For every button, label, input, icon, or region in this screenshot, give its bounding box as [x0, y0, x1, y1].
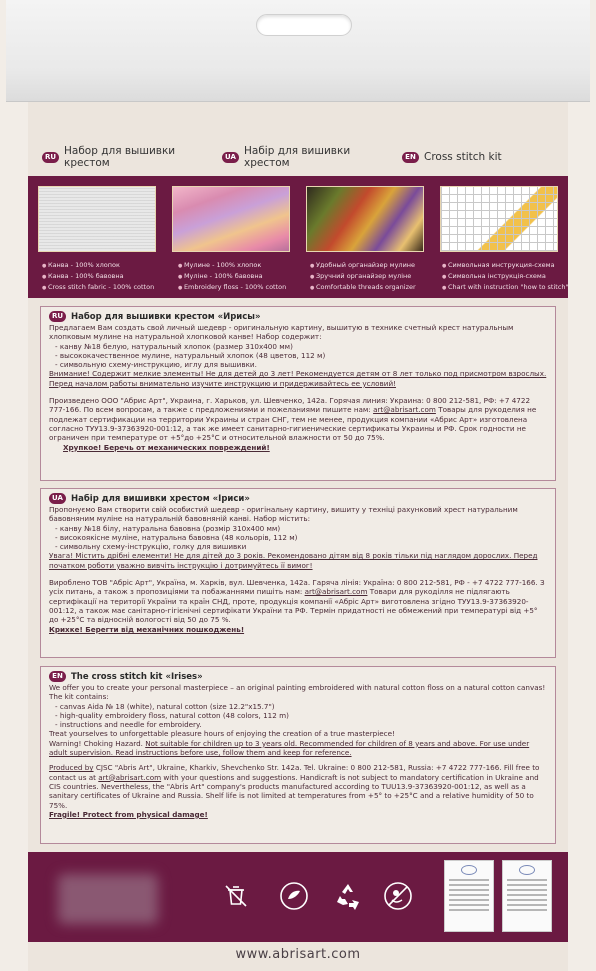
organizer-image: [306, 186, 424, 252]
en-item: - high-quality embroidery floss, natural cotton (48 colors, 112 m): [55, 710, 289, 720]
ru-producer: [49, 396, 547, 442]
blurred-barcode: [58, 874, 158, 924]
en-warning-a: Warning! Choking Hazard.: [49, 738, 146, 748]
hanger-hole: [256, 14, 352, 36]
ru-intro: Предлагаем Вам создать свой личный шедевр - оригинальную картину, вышитую в технике счетный крест натуральным хлопковым мулине на натуральной хлопковой канве! Набор содержит:: [49, 323, 514, 342]
en-description-box: [40, 666, 556, 844]
feature-en: ● Cross stitch fabric - 100% cotton: [42, 282, 172, 293]
en-warning-b: Not suitable for children up to 3 years old. Recommended for children of 8 years and above. For use under adult supervision. Read instructions before use, follow them and keep for reference.: [49, 738, 530, 758]
footer-band: [28, 852, 568, 942]
header-ua-title: Набір для вишивки хрестом: [244, 145, 351, 169]
ua-item: - високоякісне муліне, натуральна бавовна (48 кольорів, 112 м): [55, 532, 298, 542]
ru-item: - высококачественное мулине, натуральный хлопок (48 цветов, 112 м): [55, 350, 326, 360]
small-parts-warning-icon: [382, 880, 414, 912]
chart-instruction-image: [440, 186, 558, 252]
feature-ru: ● Мулине - 100% хлопок: [178, 260, 308, 271]
ua-item: - символьну схему-інструкцію, голку для вишивки: [55, 542, 247, 552]
ua-email-link[interactable]: art@abrisart.com: [304, 587, 368, 597]
en-treat: Treat yourselves to unforgettable pleasure hours of enjoying the creation of a true masterpiece!: [49, 729, 395, 739]
ua-fragile: Крихке! Берегти від механічних пошкоджень!: [49, 624, 245, 634]
ru-email-link[interactable]: art@abrisart.com: [373, 405, 436, 415]
trash-bin-icon: [220, 880, 252, 912]
certificate-2-image: [502, 860, 552, 932]
ru-producer-b: Товары для рукоделия не подлежат сертификации на территории Украины и стран СНГ, тем не менее, продукция компании «Абрис Арт» изготовлена согласно ТУУ13.9-37363920-001:12, а так же имеет санитарно-гигиенические сертификаты Украины и РФ. Срок годности не ограничен при температуре от +5°до +25°С и относительной влажности от 50 до 75%.: [49, 405, 537, 443]
feature-en: ● Embroidery floss - 100% cotton: [178, 282, 308, 293]
header-en-title: Cross stitch kit: [424, 151, 502, 163]
ua-badge: UA: [222, 152, 239, 163]
features-col-2: [178, 260, 308, 293]
ru-warning: Внимание! Содержит мелкие элементы! Не для детей до 3 лет! Рекомендуется детям от 8 лет только под присмотром взрослых. Перед началом работы внимательно изучите инструкцию и придерживайтесь ее условий!: [49, 369, 547, 388]
feature-ua: ● Зручний органайзер муліне: [310, 271, 440, 282]
ru-badge: RU: [42, 152, 59, 163]
feature-en: ● Chart with instruction "how to stitch": [442, 282, 572, 293]
ua-box-title: [49, 493, 547, 504]
en-email-link[interactable]: art@abrisart.com: [98, 772, 162, 782]
ua-item: - канву №18 білу, натуральна бавовна (розмір 310х400 мм): [55, 523, 281, 533]
ua-producer-b: Товари для рукоділля не підлягають сертифікації на території України та країн СНД, проте, продукція компанії «Абріс Арт» виготовлена згідно ТУУ13.9-37363920-001:12, а також має санітарно-гігієнічні сертифікати України та РФ. Термін придатності не обмежений при температурі від +5° до +25°С та відносній вологості від 50 до 75 %.: [49, 587, 538, 625]
en-producer: [49, 763, 547, 809]
en-producer-b: CJSC "Abris Art", Ukraine, Kharkiv, Shevchenko Str. 142a. Tel. Ukraine: 0 800 212-581, Russia: +7 4722 777-166. Fill free to contact us at: [49, 763, 540, 782]
en-badge: EN: [402, 152, 419, 163]
feature-ru: ● Канва - 100% хлопок: [42, 260, 172, 271]
language-header: [28, 146, 568, 168]
ua-warning: Увага! Містить дрібні елементи! Не для дітей до 3 років. Рекомендовано дітям від 8 років тільки під наглядом дорослих. Перед початком роботи уважно вивчіть інструкцію і дотримуйтесь її вимог!: [49, 551, 538, 570]
ua-box-title-text: Набір для вишивки хрестом «Іриси»: [71, 493, 250, 504]
eco-certification-icon: [278, 880, 310, 912]
feature-ru: ● Удобный органайзер мулине: [310, 260, 440, 271]
ru-fragile: Хрупкое! Беречь от механических повреждений!: [63, 442, 270, 452]
recycle-icon: [332, 880, 364, 912]
header-ru: [28, 145, 208, 169]
feature-en: ● Comfortable threads organizer: [310, 282, 440, 293]
ru-item: - канву №18 белую, натуральный хлопок (размер 310х400 мм): [55, 341, 293, 351]
feature-ua: ● Муліне - 100% бавовна: [178, 271, 308, 282]
en-warning: [49, 739, 547, 758]
canvas-fabric-image: [38, 186, 156, 252]
ru-producer-a: Произведено ООО "Абрис Арт", Украина, г. Харьков, ул. Шевченко, 142а. Горячая линия: Украина: 0 800 212-581, РФ: +7 4722 777-166. По всем вопросам, а также с предложениями и пожеланиями пишите нам:: [49, 396, 531, 415]
en-producer-a: Produced by: [49, 763, 94, 773]
website-link[interactable]: www.abrisart.com: [235, 947, 361, 962]
en-box-title: [49, 671, 547, 682]
feature-ua: ● Канва - 100% бавовна: [42, 271, 172, 282]
en-producer-c: with your questions and suggestions. Handicraft is not subject to mandatory certification in Ukraine and CIS countries. Nevertheless, the "Abris Art" company's products manufactured according to TUU13.9-37363920-001:12, as well as a sanitary certificates of Ukraine and Russia. Shelf life is not limited at temperatures from +5° to +25°C and a relative humidity of 50 to 75%.: [49, 772, 539, 810]
en-item: - instructions and needle for embroidery.: [55, 720, 202, 730]
ua-box-badge: UA: [49, 493, 66, 504]
hanger-tab: [6, 0, 590, 102]
header-ru-title: Набор для вышивки крестом: [64, 145, 176, 169]
ua-intro: Пропонуємо Вам створити свій особистий шедевр - оригінальну картину, вишиту у техніці рахунковий хрест натуральним бавовняним муліне на натуральній бавовняній канві. Набор містить:: [49, 505, 518, 524]
en-intro: We offer you to create your personal masterpiece – an original painting embroidered with natural cotton floss on a natural cotton canvas! The kit contains:: [49, 683, 546, 702]
features-col-1: [42, 260, 172, 293]
ru-box-badge: RU: [49, 311, 66, 322]
ru-description-box: [40, 306, 556, 481]
ru-box-title: [49, 311, 547, 322]
ua-producer: [49, 578, 547, 624]
certificate-1-image: [444, 860, 494, 932]
ru-box-title-text: Набор для вышивки крестом «Ирисы»: [71, 311, 261, 322]
features-col-3: [310, 260, 440, 293]
header-en: [388, 151, 568, 163]
ru-item: - символьную схему-инструкцию, иглу для вышивки.: [55, 360, 257, 370]
floss-image: [172, 186, 290, 252]
en-box-title-text: The cross stitch kit «Irises»: [71, 671, 203, 682]
feature-ru: ● Символьная инструкция-схема: [442, 260, 572, 271]
en-box-badge: EN: [49, 671, 66, 682]
ua-producer-a: Вироблено ТОВ "Абріс Арт", Україна, м. Харків, вул. Шевченка, 142а. Гаряча лінія: Україна: 0 800 212-581, РФ - +7 4722 777-166. З усіх питань, а також з пропозиціями та побажаннями пишіть нам:: [49, 578, 545, 597]
features-band: [28, 176, 568, 298]
ua-description-box: [40, 488, 556, 658]
en-fragile: Fragile! Protect from physical damage!: [49, 809, 208, 819]
features-col-4: [442, 260, 572, 293]
header-ua: [208, 145, 388, 169]
en-item: - canvas Aida № 18 (white), natural cotton (size 12.2"x15.7"): [55, 701, 275, 711]
feature-ua: ● Символьна інструкція-схема: [442, 271, 572, 282]
